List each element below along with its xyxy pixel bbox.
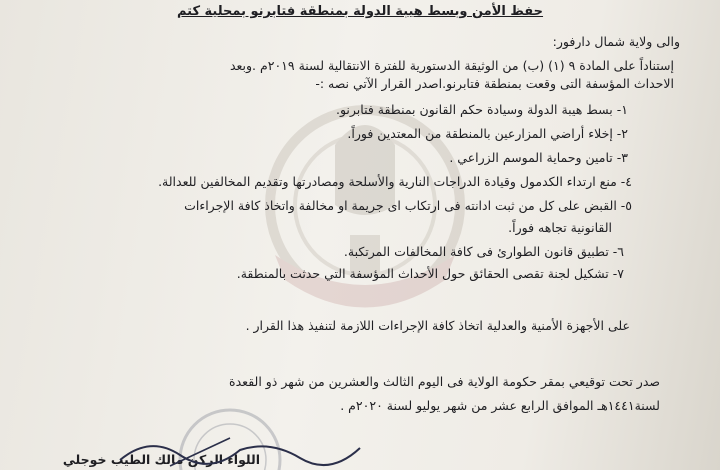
list-item: ٦- تطبيق قانون الطوارئ فى كافة المخالفات المرتكبة. <box>343 244 624 259</box>
signatory-name: اللواء الركن مالك الطيب خوجلي <box>62 452 260 467</box>
preamble-line-2: الاحداث المؤسفة التى وقعت بمنطقة فتابرنو.اصدر القرار الآتي نصه :- <box>315 76 674 91</box>
issued-line-2: لسنة١٤٤١هـ الموافق الرابع عشر من شهر يوليو لسنة ٢٠٢٠م . <box>340 398 660 413</box>
list-item: ١- بسط هيبة الدولة وسيادة حكم القانون بمنطقة فتابرنو. <box>335 102 628 117</box>
list-item: ٥- القبض على كل من ثبت ادانته فى ارتكاب اى جريمة او مخالفة واتخاذ كافة الإجراءات <box>184 198 632 213</box>
addressee: والى ولاية شمال دارفور: <box>552 34 680 49</box>
list-item: ٣- تامين وحماية الموسم الزراعي . <box>449 150 628 165</box>
handwritten-signature <box>110 430 370 470</box>
list-item: ٧- تشكيل لجنة تقصى الحقائق حول الأحداث المؤسفة التي حدثت بالمنطقة. <box>236 266 624 281</box>
instruction-text: على الأجهزة الأمنية والعدلية اتخاذ كافة الإجراءات اللازمة لتنفيذ هذا القرار . <box>245 318 630 333</box>
issued-line-1: صدر تحت توقيعي بمقر حكومة الولاية فى اليوم الثالث والعشرين من شهر ذو القعدة <box>229 374 660 389</box>
list-item: ٢- إخلاء أراضي المزارعين بالمنطقة من المعتدين فوراً. <box>347 126 628 141</box>
list-item: ٤- منع ارتداء الكدمول وقيادة الدراجات النارية والأسلحة ومصادرتها وتقديم المخالفين للعدالة. <box>158 174 632 189</box>
preamble-line-1: إستناداً على المادة ٩ (١) (ب) من الوثيقة الدستورية للفترة الانتقالية لسنة ٢٠١٩م .وبعد <box>229 58 674 73</box>
decree-title: حفظ الأمن وبسط هيبة الدولة بمنطقة فتابرنو بمحلية كتم <box>176 4 544 19</box>
list-item: القانونية تجاهه فوراً. <box>508 220 612 235</box>
